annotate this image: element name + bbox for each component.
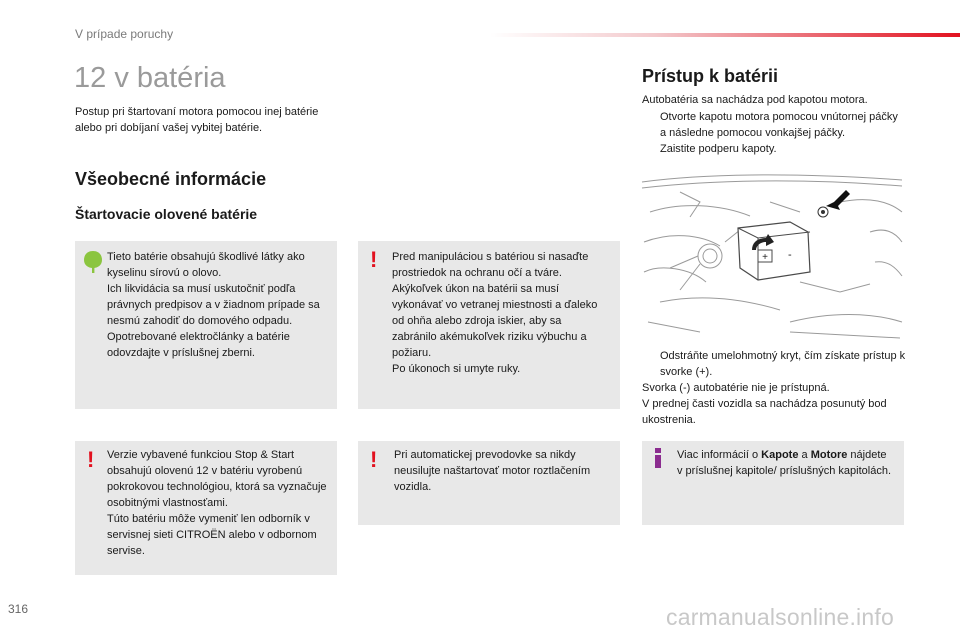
link-kapote[interactable]: Kapote: [761, 449, 799, 461]
access-step-after: [642, 348, 907, 380]
minus-terminal-label: -: [788, 249, 792, 261]
eco-box-text: Tieto batérie obsahujú škodlivé látky ako kyselinu sírovú o olovo. Ich likvidácia sa musí uskutočniť podľa právnych predpisov a v žiadnom prípade sa nesmú zahodiť do domového odpadu. Opotrebované elektročlánky a batérie odovzdajte v príslušnej zberni.: [107, 251, 320, 359]
intro-text: Postup pri štartovaní motora pomocou inej batérie alebo pri dobíjaní vašej vybitej batérie.: [75, 106, 319, 134]
info-suffix: nájdete v príslušnej kapitole/ príslušných kapitolách.: [677, 449, 891, 477]
battery-outline: [738, 222, 810, 280]
link-motore[interactable]: Motore: [810, 449, 848, 461]
eco-info-box: [75, 241, 337, 409]
engine-bay-illustration: [640, 172, 904, 342]
access-heading: Prístup k batérii: [642, 66, 779, 86]
warning-box-stop-start: [75, 441, 337, 575]
list-item: [642, 141, 907, 157]
warning-icon: !: [370, 247, 378, 272]
warning-box-eye-protection: [358, 241, 620, 409]
list-item: [642, 109, 907, 141]
access-step-2: Zaistite podperu kapoty.: [660, 143, 777, 155]
remove-cover-step: Odstráňte umelohmotný kryt, čím získate prístup k svorke (+).: [660, 350, 906, 378]
info-icon: [652, 448, 664, 468]
access-steps-list: [642, 109, 907, 157]
info-box: [642, 441, 904, 525]
general-heading: Všeobecné informácie: [75, 169, 267, 189]
access-intro: Autobatéria sa nachádza pod kapotou motora.: [642, 94, 868, 106]
info-and: a: [798, 449, 811, 461]
page-title: 12 v batéria: [74, 62, 226, 94]
access-step-1: Otvorte kapotu motora pomocou vnútornej páčky a následne pomocou vonkajšej páčky.: [660, 111, 898, 139]
plus-terminal-label: +: [762, 252, 768, 263]
warning-icon: !: [87, 447, 95, 472]
page-number: 316: [8, 602, 29, 616]
section-header: V prípade poruchy: [75, 27, 174, 41]
warning-box-1-text: Pred manipuláciou s batériou si nasaďte prostriedok na ochranu očí a tváre. Akýkoľvek úkon na batérii sa musí vykonávať vo vetranej miestnosti a ďaleko od ohňa alebo zdroja iskier, aby sa zabránilo akémukoľvek riziku výbuchu a požiaru. Po úkonoch si umyte ruky.: [392, 251, 598, 375]
leaf-icon: [83, 250, 103, 274]
warning-box-automatic-gearbox: [358, 441, 620, 525]
access-note-2: V prednej časti vozidla sa nachádza posunutý bod ukostrenia.: [642, 398, 887, 426]
arrow-pointer-icon: [818, 190, 850, 217]
info-box-text: [677, 447, 895, 479]
header-accent-bar: [490, 33, 960, 37]
list-item: [642, 348, 907, 380]
info-prefix: Viac informácií o: [677, 449, 762, 461]
general-subheading: Štartovacie olovené batérie: [75, 206, 258, 222]
watermark: carmanualsonline.info: [666, 604, 894, 630]
warning-icon: !: [370, 447, 378, 472]
warning-box-2-text: Verzie vybavené funkciou Stop & Start obsahujú olovenú 12 v batériu vyrobenú pokrokovou technológiou, ktorá sa vyznačuje osobitnými vlastnosťami. Túto batériu môže vymeniť len odborník v servisnej sieti CITROËN alebo v odbornom servise.: [107, 449, 327, 557]
access-note-1: Svorka (-) autobatérie nie je prístupná.: [642, 382, 830, 394]
warning-box-3-text: Pri automatickej prevodovke sa nikdy neusilujte naštartovať motor roztlačením vozidla.: [394, 449, 591, 493]
